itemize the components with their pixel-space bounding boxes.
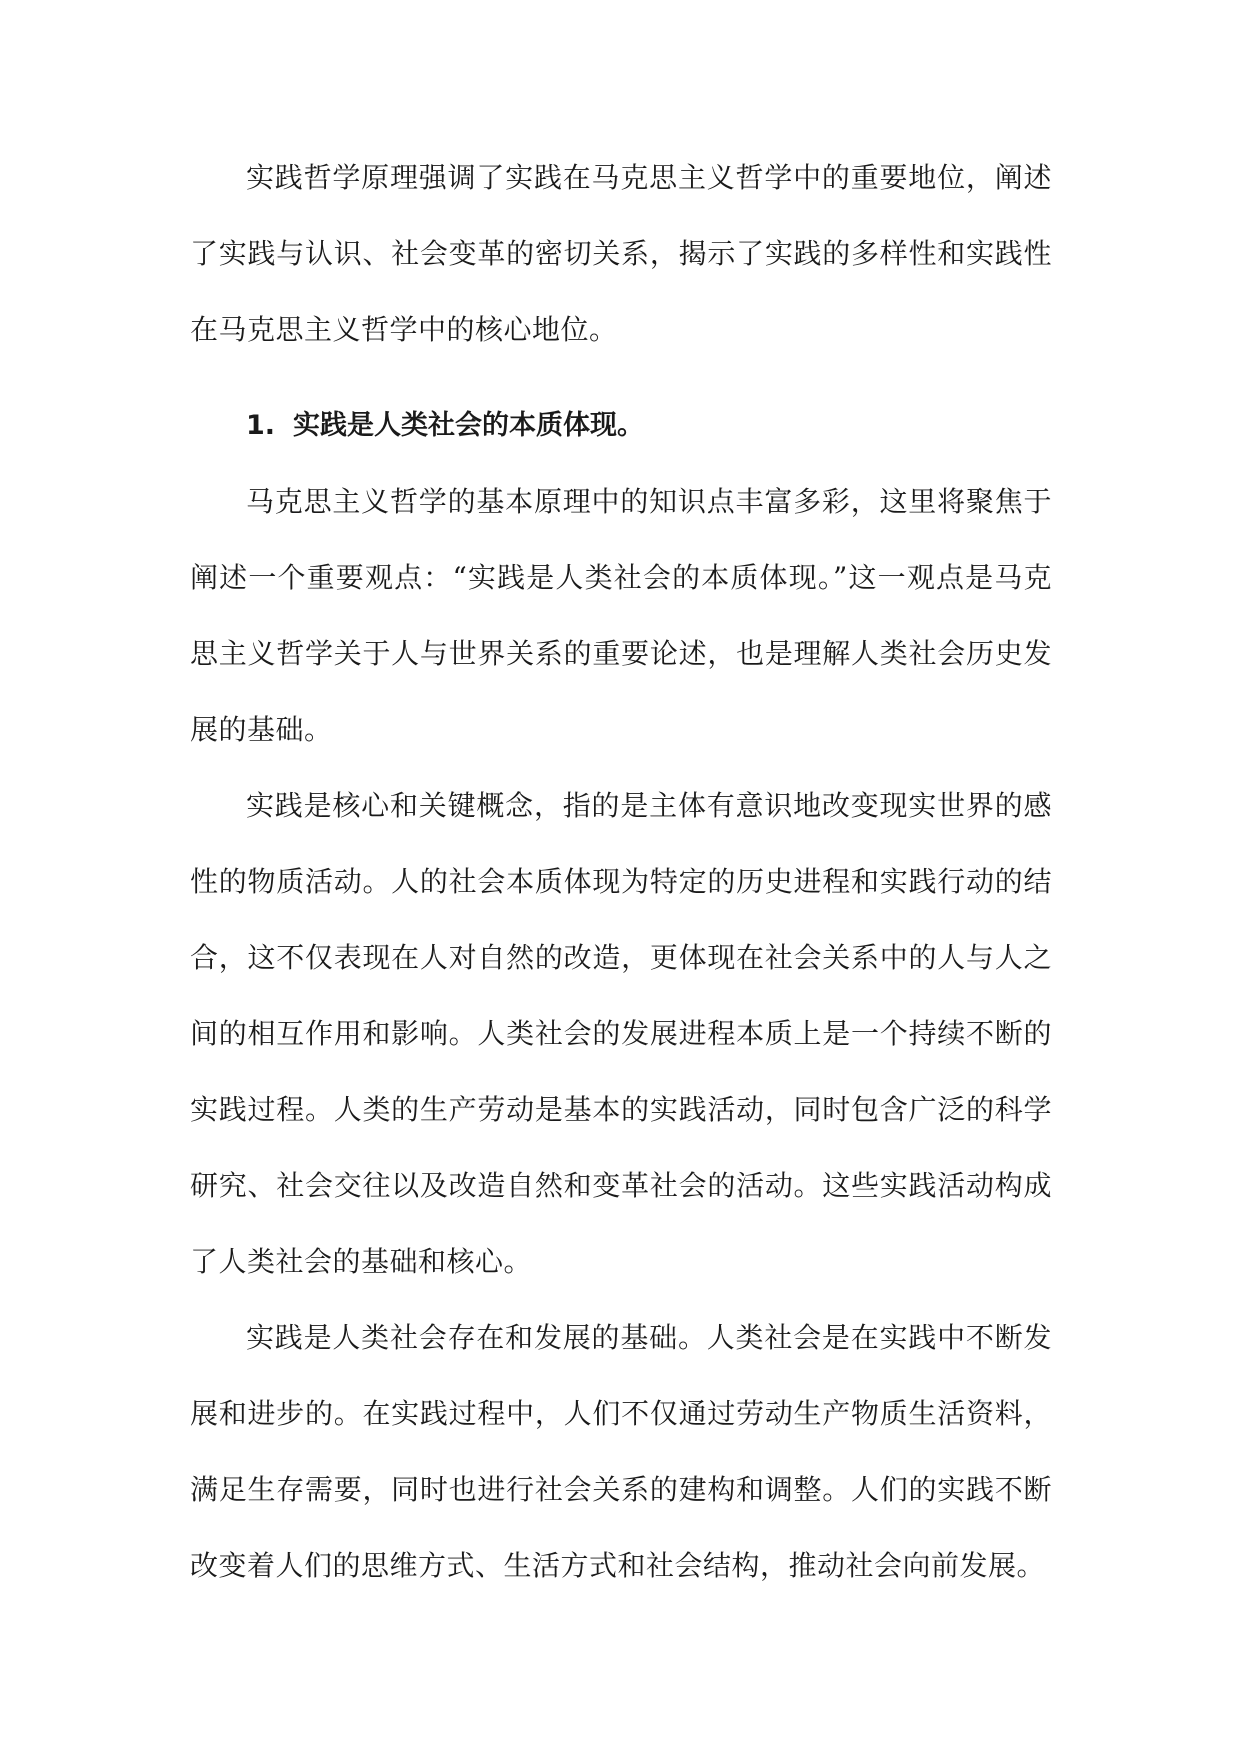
body-paragraph-3: 实践是人类社会存在和发展的基础。人类社会是在实践中不断发展和进步的。在实践过程中，人们不仅通过劳动生产物质生活资料，满足生存需要，同时也进行社会关系的建构和调整。人们的实践不断改变着人们的思维方式、生活方式和社会结构，推动社会向前发展。 bbox=[190, 1321, 1052, 1582]
intro-paragraph: 实践哲学原理强调了实践在马克思主义哲学中的重要地位，阐述了实践与认识、社会变革的密切关系，揭示了实践的多样性和实践性在马克思主义哲学中的核心地位。 bbox=[190, 161, 1052, 346]
body-paragraph-2: 实践是核心和关键概念，指的是主体有意识地改变现实世界的感性的物质活动。人的社会本质体现为特定的历史进程和实践行动的结合，这不仅表现在人对自然的改造，更体现在社会关系中的人与人之间的相互作用和影响。人类社会的发展进程本质上是一个持续不断的实践过程。人类的生产劳动是基本的实践活动，同时包含广泛的科学研究、社会交往以及改造自然和变革社会的活动。这些实践活动构成了人类社会的基础和核心。 bbox=[190, 789, 1052, 1278]
section-number: 1. bbox=[246, 410, 276, 441]
document-page bbox=[190, 140, 1052, 1604]
section-heading bbox=[190, 388, 1052, 464]
body-paragraph-1: 马克思主义哲学的基本原理中的知识点丰富多彩，这里将聚焦于阐述一个重要观点：“实践是人类社会的本质体现。”这一观点是马克思主义哲学关于人与世界关系的重要论述，也是理解人类社会历史发展的基础。 bbox=[190, 485, 1052, 746]
section-title: 实践是人类社会的本质体现。 bbox=[293, 410, 645, 441]
